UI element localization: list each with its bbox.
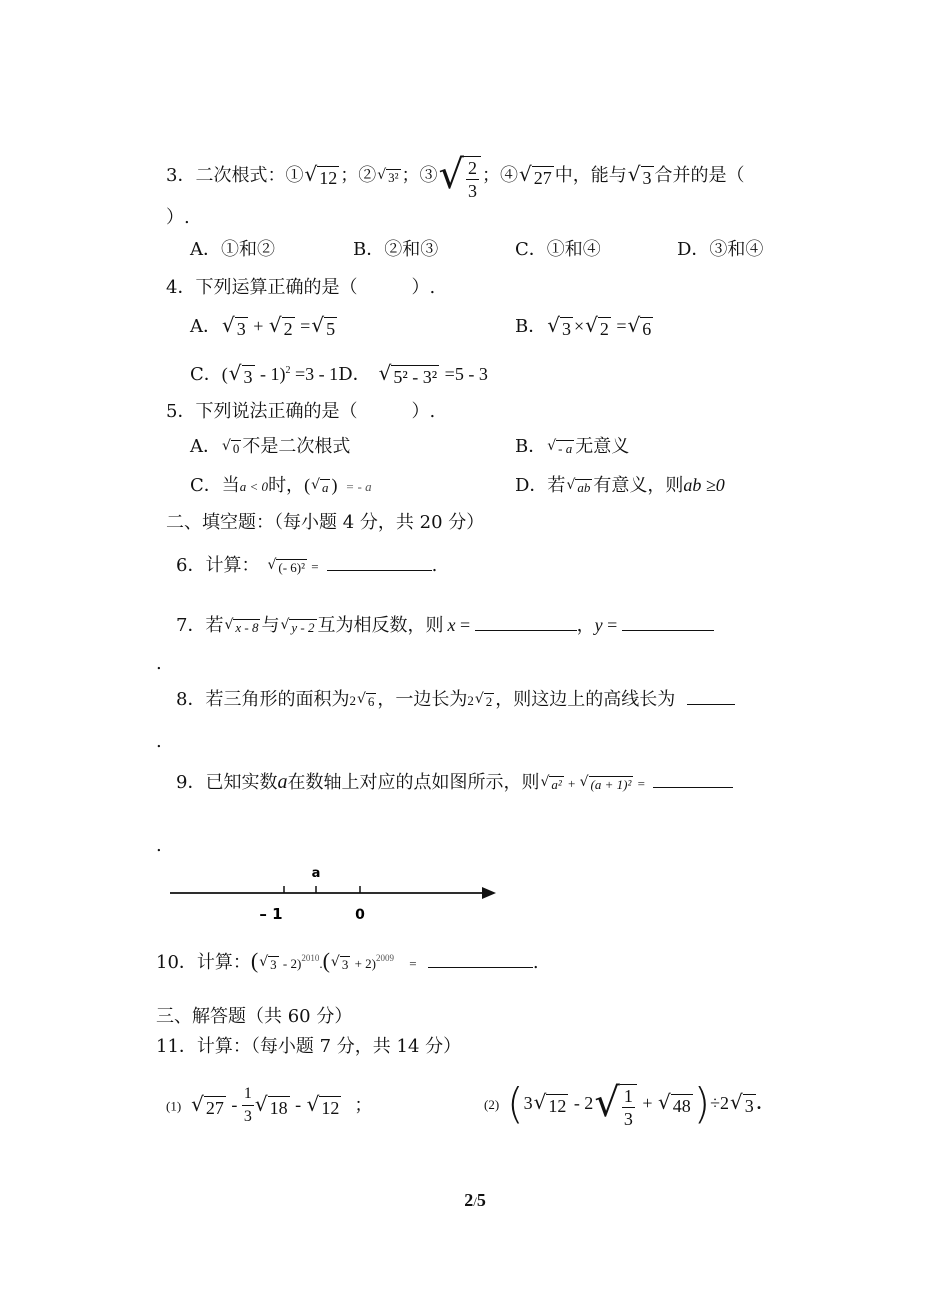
answer-blank-q8[interactable] <box>687 686 735 705</box>
q3-option-a: A．①和② <box>190 239 275 260</box>
q5-option-a: A． √ 0 不是二次根式 <box>190 436 351 457</box>
question-3: 3．二次根式：① √ 12 ；② √ 3² ；③ √ $\frac{2}{3}$ ；④ √ 27 中，能与 √ 3 合并的是（ <box>166 152 745 201</box>
question-8-end: . <box>156 731 162 752</box>
question-9-end: . <box>156 835 162 856</box>
question-3-continued: ）. <box>166 207 190 228</box>
section-2-heading: 二、填空题：（每小题 4 分，共 20 分） <box>166 512 485 533</box>
answer-blank-q7-y[interactable] <box>622 612 714 631</box>
answer-blank-q9[interactable] <box>653 769 733 788</box>
radical-fraction: √ $\frac{2}{3}$ <box>439 150 482 202</box>
q5-option-d: D．若 √ ab 有意义，则ab ≥0 <box>515 475 725 496</box>
question-7-end: . <box>156 653 162 674</box>
q3-option-c: C．①和④ <box>515 239 601 260</box>
q4-option-c-d: C．( √ 3 - 1)$^2$ =3 - 1D． √ 5² - 3² =5 - 3 <box>190 361 488 387</box>
q4-option-a: A． √ 3 + √ 2 = √ 5 <box>190 313 336 339</box>
question-7: 7．若 √ x - 8 与 √ y - 2 互为相反数，则 x = ，y = <box>176 611 714 640</box>
question-6: 6．计算： √ (- 6)² = . <box>176 552 437 581</box>
question-8: 8．若三角形的面积为2 √ 6 ，一边长为2 √ 2 ，则这边上的高线长为 <box>176 686 735 715</box>
answer-blank-q7-x[interactable] <box>475 612 577 631</box>
number-line <box>166 862 506 928</box>
radical-3-squared: √ 3² <box>377 166 399 185</box>
q5-option-b: B． √ - a 无意义 <box>515 436 630 457</box>
q3-option-d: D．③和④ <box>677 239 764 260</box>
q4-option-b: B． √ 3 × √ 2 = √ 6 <box>515 313 652 339</box>
axis-label-a: a <box>311 866 321 881</box>
q5-option-c: C．当a < 0时，( √ a ) = - a <box>190 475 372 496</box>
radical-3: √ 3 <box>627 162 652 188</box>
section-3-heading: 三、解答题（共 60 分） <box>156 1006 353 1027</box>
question-4-stem: 4．下列运算正确的是（ ）. <box>166 277 436 298</box>
q11-part-2: (2) (3 √ 12 - 2 √ $\frac{1}{3}$ + √ 48 )÷2 √ 3 . <box>484 1079 762 1129</box>
page-number: 2/5 <box>464 1190 486 1210</box>
question-9: 9．已知实数a在数轴上对应的点如图所示，则 √ a² + √ (a + 1)² = <box>176 768 733 798</box>
arrow-right-icon <box>482 887 496 899</box>
question-11-stem: 11．计算：（每小题 7 分，共 14 分） <box>156 1036 462 1057</box>
question-10: 10．计算：( √ 3 - 2)$^{2010}$.( √ 3 + 2)$^{2009}$ = . <box>156 948 539 973</box>
radical-27: √ 27 <box>519 162 552 188</box>
question-5-stem: 5．下列说法正确的是（ ）. <box>166 401 436 422</box>
answer-blank-q6[interactable] <box>327 552 432 571</box>
q3-option-b: B．②和③ <box>353 239 439 260</box>
radical-12: √ 12 <box>304 162 338 188</box>
axis-label-zero: 0 <box>355 907 365 923</box>
q11-part-1: (1) √ 27 - $\frac{1}{3}$ √ 18 - √ 12 ； <box>166 1085 373 1125</box>
answer-blank-q10[interactable] <box>428 949 533 968</box>
axis-label-minus-one: – 1 <box>259 905 283 923</box>
